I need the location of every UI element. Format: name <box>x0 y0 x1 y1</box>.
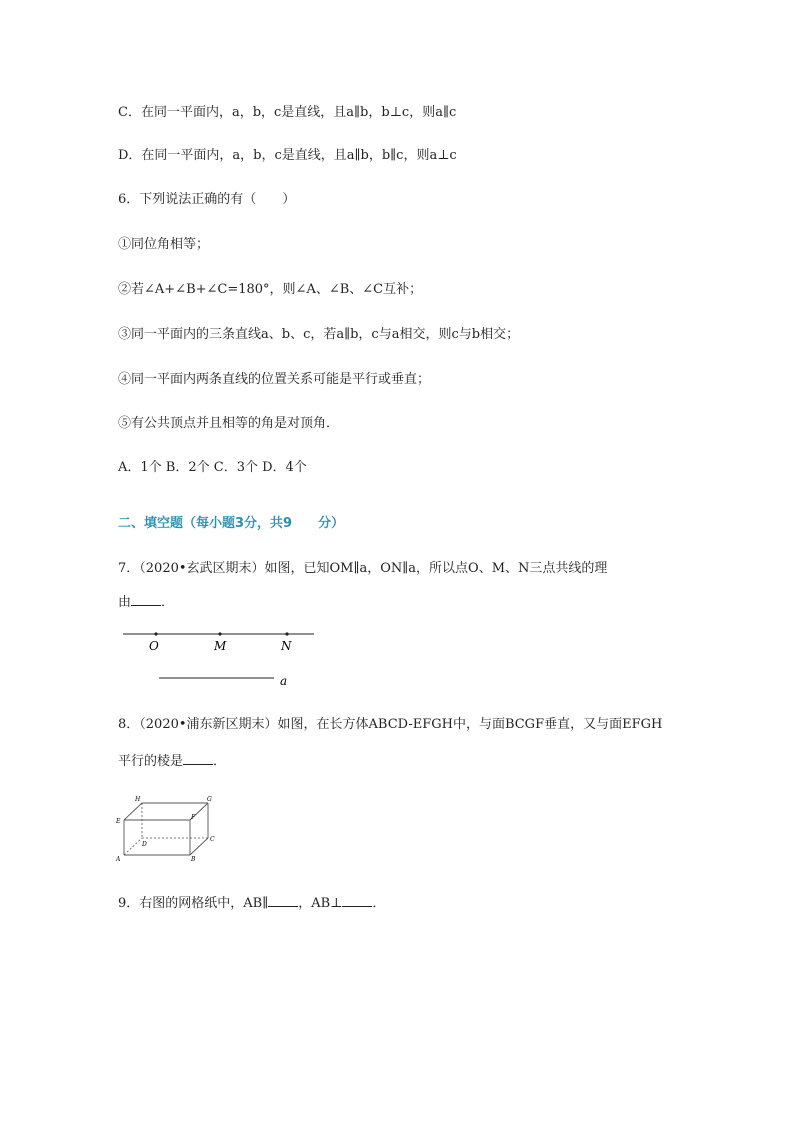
vertex-h: H <box>135 796 141 803</box>
label-n: N <box>281 639 292 653</box>
q7-figure <box>118 625 328 690</box>
q8-prefix: 平行的棱是 <box>118 754 184 769</box>
q8-cuboid-figure <box>112 795 222 867</box>
q8-line-2 <box>118 752 226 771</box>
q9-prefix: 9．右图的网格纸中，AB∥ <box>118 896 269 911</box>
vertex-a: A <box>116 856 121 863</box>
q8-answer-blank[interactable] <box>183 752 213 765</box>
label-a: a <box>280 674 288 688</box>
q9-answer-blank-2[interactable] <box>342 894 372 907</box>
point-o <box>154 632 157 635</box>
edge-ad-hidden <box>124 838 142 855</box>
q5-option-d: D．在同一平面内，a，b，c是直线，且a∥b，b∥c，则a⊥c <box>118 148 457 163</box>
vertex-g: G <box>207 796 212 803</box>
q7-prefix: 由 <box>118 595 132 610</box>
point-n <box>285 632 288 635</box>
edge-bc <box>190 838 208 855</box>
q5-option-c: C．在同一平面内，a，b，c是直线，且a∥b，b⊥c，则a∥c <box>118 105 457 120</box>
section-heading-fill-blank: 二、填空题（每小题3分，共9 分） <box>118 516 345 531</box>
vertex-d: D <box>142 841 147 848</box>
q9-suffix: ． <box>372 896 386 911</box>
label-m: M <box>214 639 227 653</box>
q9-mid: ，AB⊥ <box>298 896 343 911</box>
q8-suffix: ． <box>213 754 227 769</box>
q6-statement-3: ③同一平面内的三条直线a、b、c，若a∥b，c与a相交，则c与b相交； <box>118 327 520 342</box>
edge-eh <box>124 803 142 820</box>
q6-stem: 6．下列说法正确的有（ ） <box>118 192 296 207</box>
point-m <box>218 632 221 635</box>
q7-answer-blank[interactable] <box>131 593 161 606</box>
q6-statement-5: ⑤有公共顶点并且相等的角是对顶角． <box>118 416 340 431</box>
vertex-f: F <box>191 814 196 821</box>
q9-line <box>118 894 385 913</box>
vertex-e: E <box>116 818 121 825</box>
q7-suffix: ． <box>161 595 175 610</box>
q6-statement-1: ①同位角相等； <box>118 237 210 252</box>
q7-line-1: 7．（2020•玄武区期末）如图，已知OM∥a，ON∥a，所以点O、M、N三点共线的理 <box>118 561 608 576</box>
q8-line-1: 8．（2020•浦东新区期末）如图，在长方体ABCD-EFGH中，与面BCGF垂直，又与面EFGH <box>118 717 663 732</box>
q6-statement-2: ②若∠A+∠B+∠C=180°，则∠A、∠B、∠C互补； <box>118 282 423 297</box>
q9-answer-blank-1[interactable] <box>268 894 298 907</box>
q6-options: A．1个 B．2个 C．3个 D．4个 <box>118 460 307 475</box>
vertex-b: B <box>191 856 196 863</box>
vertex-c: C <box>210 836 215 843</box>
q6-statement-4: ④同一平面内两条直线的位置关系可能是平行或垂直； <box>118 372 431 387</box>
label-o: O <box>149 639 159 653</box>
q7-line-2 <box>118 593 174 612</box>
